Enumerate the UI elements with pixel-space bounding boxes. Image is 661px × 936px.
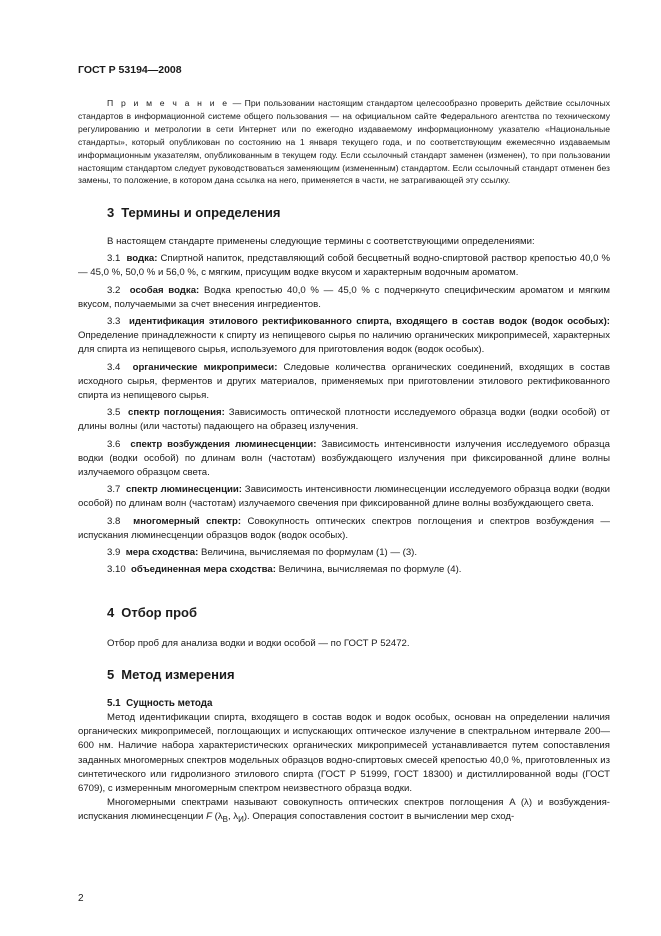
section-3-title: Термины и определения xyxy=(121,205,281,220)
reference-note xyxy=(78,97,610,187)
section-4-text: Отбор проб для анализа водки и водки особой — по ГОСТ Р 52472. xyxy=(107,638,410,649)
section-3-intro: В настоящем стандарте применены следующие термины с соответствующими определениями: xyxy=(107,236,535,247)
term-label: мера сходства: xyxy=(125,547,199,559)
term-label: идентификация этилового ректификованного спирта, входящего в состав водок (водок особых): xyxy=(129,316,610,328)
term-label: органические микропримеси: xyxy=(132,361,278,373)
term-label: особая водка: xyxy=(129,284,200,296)
section-5-number: 5 xyxy=(107,667,115,682)
term-definition: Водка крепостью 40,0 % — 45,0 % с подчеркнуто специфическим ароматом и мягким вкусом, получаемыми за счет внесения ингредиентов. xyxy=(78,284,610,310)
term-3-9: 3.9 мера сходства: Величина, вычисляемая по формулам (1) — (3). xyxy=(107,547,418,559)
term-definition: Величина, вычисляемая по формуле (4). xyxy=(275,564,462,576)
term-definition: Следовые количества органических соединений, входящих в состав исходного сырья, ферментов и других материалов, применяемых при приготовлении этилового ректификованного спирта из непищевого сырья. xyxy=(78,361,610,402)
term-label: водка: xyxy=(126,253,158,265)
section-4-heading xyxy=(107,605,197,620)
term-definition: Зависимость оптической плотности исследуемого образца водки (водки особой) от длины волны (или частоты) падающего на образец излучения. xyxy=(78,407,610,433)
term-label: многомерный спектр: xyxy=(133,515,242,527)
page-number: 2 xyxy=(78,893,84,904)
term-3-10: 3.10 объединенная мера сходства: Величина, вычисляемая по формуле (4). xyxy=(107,564,462,576)
section-4-number: 4 xyxy=(107,605,115,620)
term-3-1: 3.1 водка: Спиртной напиток, представляющий собой бесцветный водно-спиртовой раствор крепостью 40,0 % — 45,0 %, 50,0 % и 56,0 %, с мягким, присущим водке вкусом и характерным водочным ароматом. xyxy=(78,253,610,279)
term-definition: Зависимость интенсивности излучения исследуемого образца водки (водки особой) по длинам волн (частотам) возбуждающего излучения при фиксированной длине волны излучаемого образцом света. xyxy=(78,438,610,479)
term-label: спектр люминесценции: xyxy=(125,484,242,496)
section-5-body xyxy=(78,711,610,831)
term-label: спектр возбуждения люминесценции: xyxy=(130,438,317,450)
term-definition: Определение принадлежности к спирту из непищевого сырья по наличию органических микропримесей, характерных для спирта из непищевого сырья, используемого для приготовления водок (водок особых). xyxy=(78,330,610,356)
note-text: — При пользовании настоящим стандартом целесообразно проверить действие ссылочных стандартов в информационной системе общего пользования — на официальном сайте Федерального агентства по техническому регулированию и метрологии в сети Интернет или по ежегодно издаваемому информационному указателю «Национальные стандарты», который опубликован по состоянию на 1 января текущего года, и по соответствующим ежемесячно издаваемым информационным указателям, опубликованным в текущем году. Если ссылочный стандарт заменен (изменен), то при пользовании настоящим стандартом следует руководствоваться заменяющим (измененным) стандартом. Если ссылочный стандарт отменен без замены, то положение, в котором дана ссылка на него, применяется в части, не затрагивающей эту ссылку. xyxy=(78,98,610,186)
term-3-3: 3.3 идентификация этилового ректификованного спирта, входящего в состав водок (водок особых): Определение принадлежности к спирту из непищевого сырья по наличию органических микропримесей, характерных для спирта из непищевого сырья, используемого для приготовления водок (водок особых). xyxy=(78,316,610,356)
term-3-7: 3.7 спектр люминесценции: Зависимость интенсивности люминесценции исследуемого образца водки (водки особой) по длинам волн (частотам) излучаемого свечения при фиксированной длине волны возбуждающего света. xyxy=(78,484,610,510)
section-4-body xyxy=(78,637,610,654)
term-label: объединенная мера сходства: xyxy=(131,564,276,576)
subsection-5-1-number: 5.1 xyxy=(107,698,121,709)
term-3-6: 3.6 спектр возбуждения люминесценции: Зависимость интенсивности излучения исследуемого образца водки (водки особой) по длинам волн (частотам) возбуждающего излучения при фиксированной длине волны излучаемого образцом света. xyxy=(78,438,610,479)
subsection-5-1-heading xyxy=(107,698,212,709)
method-paragraph-1: Метод идентификации спирта, входящего в состав водок и водок особых, основан на определении наличия органических микропримесей, поглощающих и испускающих оптическое излучение в спектральном интервале 200—600 нм. Наличие набора характеристических органических микропримесей устанавливается путем сопоставления заданных многомерных спектров модельных образцов водно-спиртовых смесей крепостью 40,0 %, приготовленных из синтетического или гидролизного этилового спирта (ГОСТ Р 51999, ГОСТ 18300) и дистиллированной воды (ГОСТ 6709), с измеренным многомерным спектром неизвестного образца водки. xyxy=(78,712,610,795)
method-paragraph-2: Многомерными спектрами называют совокупность оптических спектров поглощения A (λ) и возбуждения-испускания люминесценции F ($\lambda_В$, $\lambda_И$). Операция сопоставления состоит в вычислении мер сход- xyxy=(78,797,610,825)
term-definition: Зависимость интенсивности люминесценции исследуемого образца водки (водки особой) по длинам волн (частотам) излучаемого свечения при фиксированной длине волны возбуждающего света. xyxy=(78,484,610,510)
term-label: спектр поглощения: xyxy=(128,407,225,419)
term-3-2: 3.2 особая водка: Водка крепостью 40,0 % — 45,0 % с подчеркнуто специфическим ароматом и мягким вкусом, получаемыми за счет внесения ингредиентов. xyxy=(78,284,610,310)
section-3-number: 3 xyxy=(107,205,115,220)
section-4-title: Отбор проб xyxy=(121,605,197,620)
term-3-5: 3.5 спектр поглощения: Зависимость оптической плотности исследуемого образца водки (водки особой) от длины волны (или частоты) падающего на образец излучения. xyxy=(78,407,610,433)
section-3-heading xyxy=(107,205,281,220)
term-definition: Величина, вычисляемая по формулам (1) — (3). xyxy=(198,547,418,559)
term-definition: Совокупность оптических спектров поглощения и спектров возбуждения — испускания люминесценции образцов водок (водок особых). xyxy=(78,515,610,541)
note-label: П р и м е ч а н и е xyxy=(107,98,230,108)
section-5-heading xyxy=(107,667,235,682)
section-5-title: Метод измерения xyxy=(121,667,235,682)
term-definition: Спиртной напиток, представляющий собой бесцветный водно-спиртовой раствор крепостью 40,0 % — 45,0 %, 50,0 % и 56,0 %, с мягким, присущим водке вкусом и характерным водочным ароматом. xyxy=(78,253,610,279)
term-3-4: 3.4 органические микропримеси: Следовые количества органических соединений, входящих в состав исходного сырья, ферментов и других материалов, применяемых при приготовлении этилового ректификованного спирта из непищевого сырья. xyxy=(78,361,610,402)
section-3-body xyxy=(78,235,610,580)
term-3-8: 3.8 многомерный спектр: Совокупность оптических спектров поглощения и спектров возбуждения — испускания люминесценции образцов водок (водок особых). xyxy=(78,515,610,541)
subsection-5-1-title: Сущность метода xyxy=(126,698,213,709)
document-header: ГОСТ Р 53194—2008 xyxy=(78,64,182,76)
